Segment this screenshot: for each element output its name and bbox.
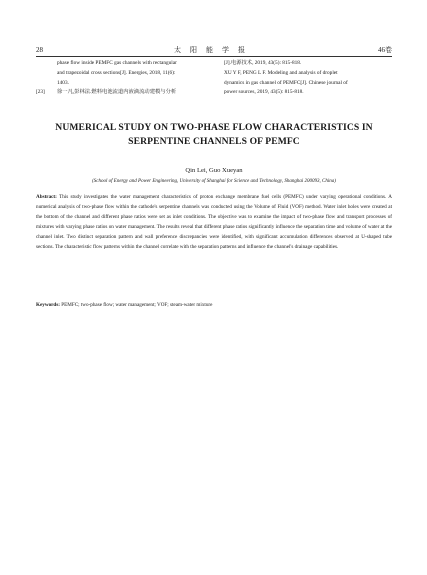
keywords — [36, 301, 392, 310]
title-line-1: NUMERICAL STUDY ON TWO-PHASE FLOW CHARACTERISTICS IN — [55, 122, 373, 133]
reference-text: 徐一凡,彭林法.燃料电池流道内液滴流动建模与分析 — [57, 89, 177, 96]
page-number: 28 — [36, 46, 43, 54]
volume-number: 46卷 — [378, 46, 392, 54]
header-divider — [36, 56, 392, 57]
abstract — [36, 193, 392, 252]
reference-line: [J].电源技术, 2019, 43(5): 815-818. — [224, 60, 302, 66]
affiliation: (School of Energy and Power Engineering, University of Shanghai for Science and Technology, Shanghai 200093, China) — [92, 179, 336, 184]
abstract-text: This study investigates the water management characteristics of proton exchange membrane fuel cells (PEMFC) under varying operational conditions. A numerical analysis of two-phase flow within the cathode's serpentine channels was conducted using the Volume of Fluid (VOF) method. Water inlet holes were created at the bottom of the channel and different phase ratios were set as inlet conditions. The objective was to examine the impact of two-phase flow and transport processes of mixtures with varying phase ratios on water management. The results reveal that different phase ratios significantly influence the separation time and volume of water at the channel inlet. Two distinct separation pattern and wall preference discrepancies were identified, with significant accumulation differences observed at U-shaped tube sections. The characteristic flow patterns within the channel correlate with the separation patterns and influence the channel's drainage capabilities. — [36, 194, 392, 250]
authors: Qin Lei, Guo Xueyan — [185, 167, 243, 174]
reference-number: [23] — [36, 89, 45, 96]
reference-line: XU Y F, PENG L F. Modeling and analysis of droplet — [224, 69, 338, 76]
reference-line: phase flow inside PEMFC gas channels with rectangular — [57, 60, 177, 66]
keywords-label: Keywords: — [36, 302, 60, 308]
paper-title — [36, 121, 392, 149]
reference-line: dynamics in gas channel of PEMFC[J]. Chinese journal of — [224, 79, 348, 86]
journal-name: 太阳能学报 — [174, 46, 254, 54]
abstract-label: Abstract: — [36, 194, 57, 200]
reference-line: 1403. — [57, 79, 69, 86]
running-header — [36, 44, 392, 56]
references-left-column — [36, 59, 211, 98]
keywords-text: PEMFC; two-phase flow; water management; VOF; steam-water mixture — [61, 302, 213, 308]
reference-23 — [36, 88, 211, 98]
references-right-column — [224, 59, 392, 98]
reference-line: and trapezoidal cross sections[J]. Energies, 2018, 11(6): — [57, 69, 176, 76]
reference-line: power sources, 2019, 43(5): 815-818. — [224, 89, 304, 96]
title-line-2: SERPENTINE CHANNELS OF PEMFC — [128, 136, 300, 147]
